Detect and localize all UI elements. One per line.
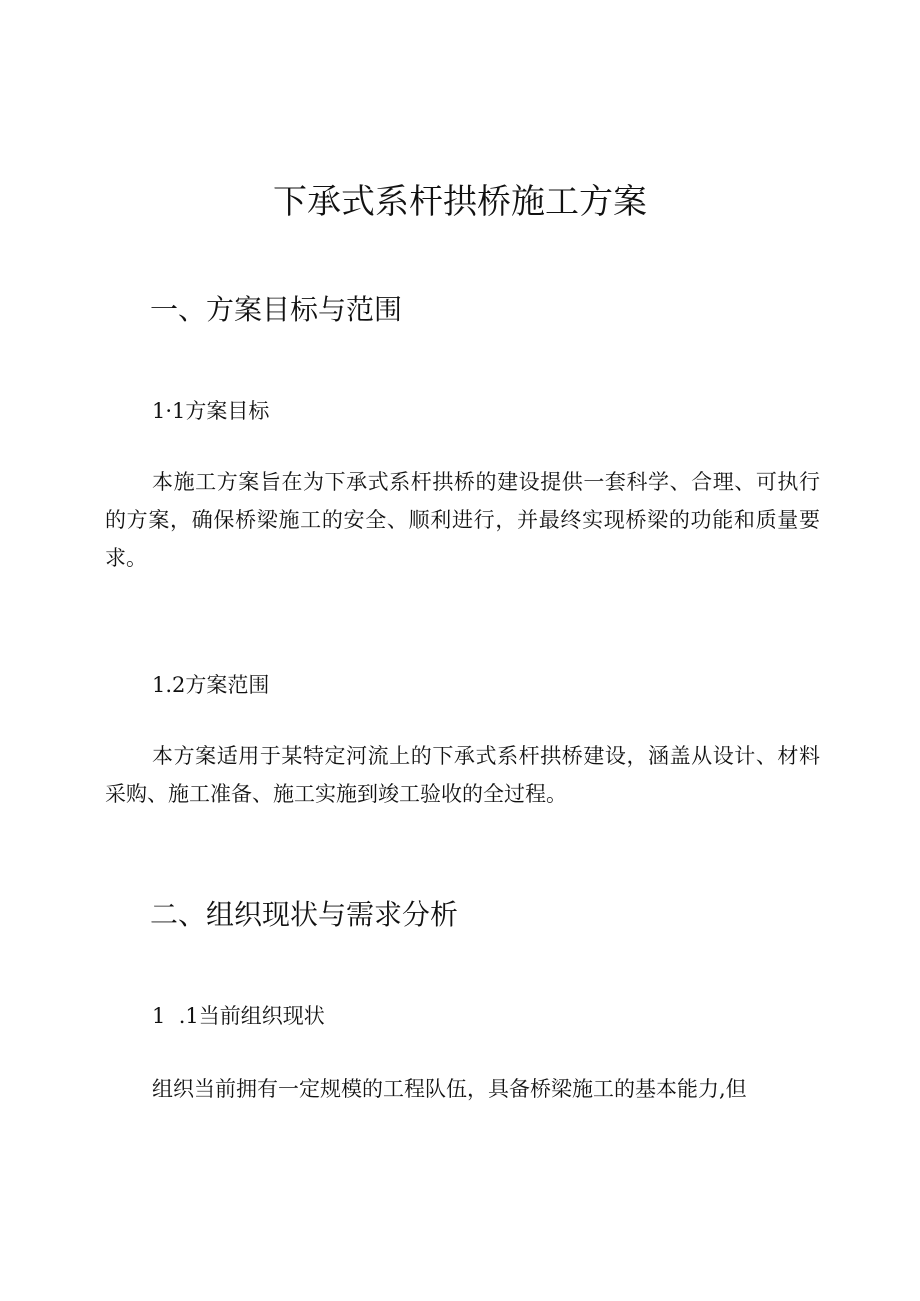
paragraph-1-1: 本施工方案旨在为下承式系杆拱桥的建设提供一套科学、合理、可执行的方案，确保桥梁施工的安全、顺利进行，并最终实现桥梁的功能和质量要求。: [105, 470, 820, 570]
paragraph-2-1: 组织当前拥有一定规模的工程队伍，具备桥梁施工的基本能力,但: [152, 1077, 747, 1101]
subsection-heading-2-1: 1 .1当前组织现状: [152, 1004, 325, 1028]
section-heading-2: 二、组织现状与需求分析: [150, 898, 459, 931]
section-heading-1: 一、方案目标与范围: [150, 293, 403, 326]
document-title: 下承式系杆拱桥施工方案: [273, 182, 647, 222]
subsection-heading-1-2: 1.2方案范围: [152, 673, 270, 697]
subsection-heading-1-1: 1·1方案目标: [152, 399, 270, 423]
paragraph-1-2: 本方案适用于某特定河流上的下承式系杆拱桥建设，涵盖从设计、材料采购、施工准备、施工实施到竣工验收的全过程。: [105, 744, 820, 806]
